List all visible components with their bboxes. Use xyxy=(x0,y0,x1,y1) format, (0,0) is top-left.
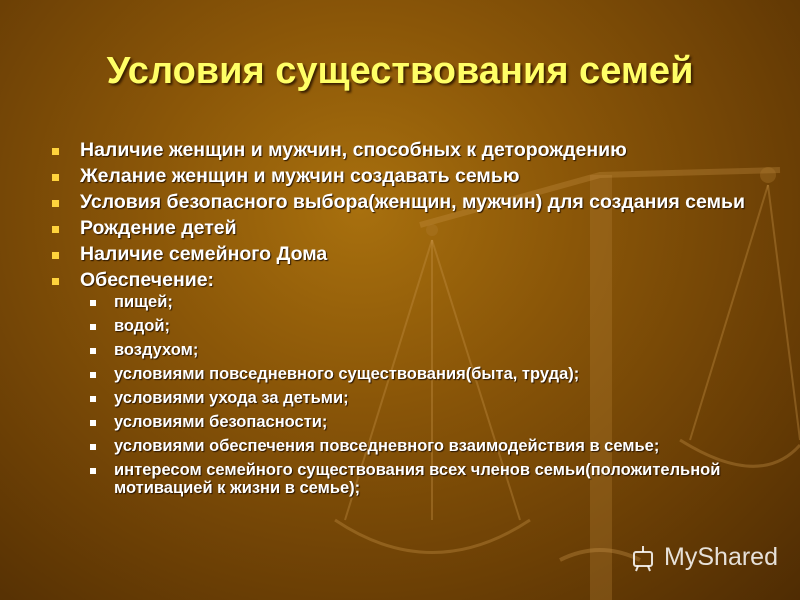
square-bullet-icon xyxy=(90,396,96,402)
list-item-text: Наличие семейного Дома xyxy=(80,243,328,265)
sub-list-item xyxy=(90,365,772,383)
watermark-text: MyShared xyxy=(664,542,778,571)
square-bullet-icon xyxy=(90,324,96,330)
sub-list-item-text: интересом семейного существования всех членов семьи(положительной мотивацией к жизни в семье); xyxy=(114,461,721,497)
myshared-logo-icon xyxy=(628,542,658,572)
list-item-text: Желание женщин и мужчин создавать семью xyxy=(80,165,520,187)
sub-list-item-text: условиями безопасности; xyxy=(114,413,328,431)
list-item-text: Наличие женщин и мужчин, способных к деторождению xyxy=(80,139,627,161)
square-bullet-icon xyxy=(52,148,59,155)
sub-list-item-text: водой; xyxy=(114,317,170,335)
list-item-text: Обеспечение: xyxy=(80,269,215,291)
square-bullet-icon xyxy=(90,468,96,474)
sub-list-item-text: пищей; xyxy=(114,293,173,311)
slide-title: Условия существования семей xyxy=(106,50,694,92)
square-bullet-icon xyxy=(90,444,96,450)
list-item xyxy=(52,244,772,265)
list-item xyxy=(52,218,772,239)
list-item xyxy=(52,166,772,187)
square-bullet-icon xyxy=(52,252,59,259)
list-item-text: Рождение детей xyxy=(80,217,237,239)
sub-bullet-list xyxy=(90,293,772,497)
sub-list-item xyxy=(90,437,772,455)
sub-list-item-text: условиями ухода за детьми; xyxy=(114,389,349,407)
square-bullet-icon xyxy=(90,420,96,426)
list-item-text: Условия безопасного выбора(женщин, мужчин) для создания семьи xyxy=(80,191,745,213)
sub-list-item-text: условиями повседневного существования(быта, труда); xyxy=(114,365,580,383)
sub-list-item-text: воздухом; xyxy=(114,341,199,359)
main-bullet-list xyxy=(52,140,772,503)
list-item xyxy=(52,270,772,497)
square-bullet-icon xyxy=(52,200,59,207)
square-bullet-icon xyxy=(90,348,96,354)
watermark xyxy=(628,542,778,572)
square-bullet-icon xyxy=(52,278,59,285)
list-item xyxy=(52,140,772,161)
sub-list-item xyxy=(90,293,772,311)
sub-list-item xyxy=(90,317,772,335)
square-bullet-icon xyxy=(90,300,96,306)
sub-list-item xyxy=(90,389,772,407)
square-bullet-icon xyxy=(52,174,59,181)
sub-list-item xyxy=(90,413,772,431)
square-bullet-icon xyxy=(90,372,96,378)
sub-list-item-text: условиями обеспечения повседневного взаимодействия в семье; xyxy=(114,437,660,455)
square-bullet-icon xyxy=(52,226,59,233)
list-item xyxy=(52,192,772,213)
sub-list-item xyxy=(90,341,772,359)
sub-list-item xyxy=(90,461,772,497)
